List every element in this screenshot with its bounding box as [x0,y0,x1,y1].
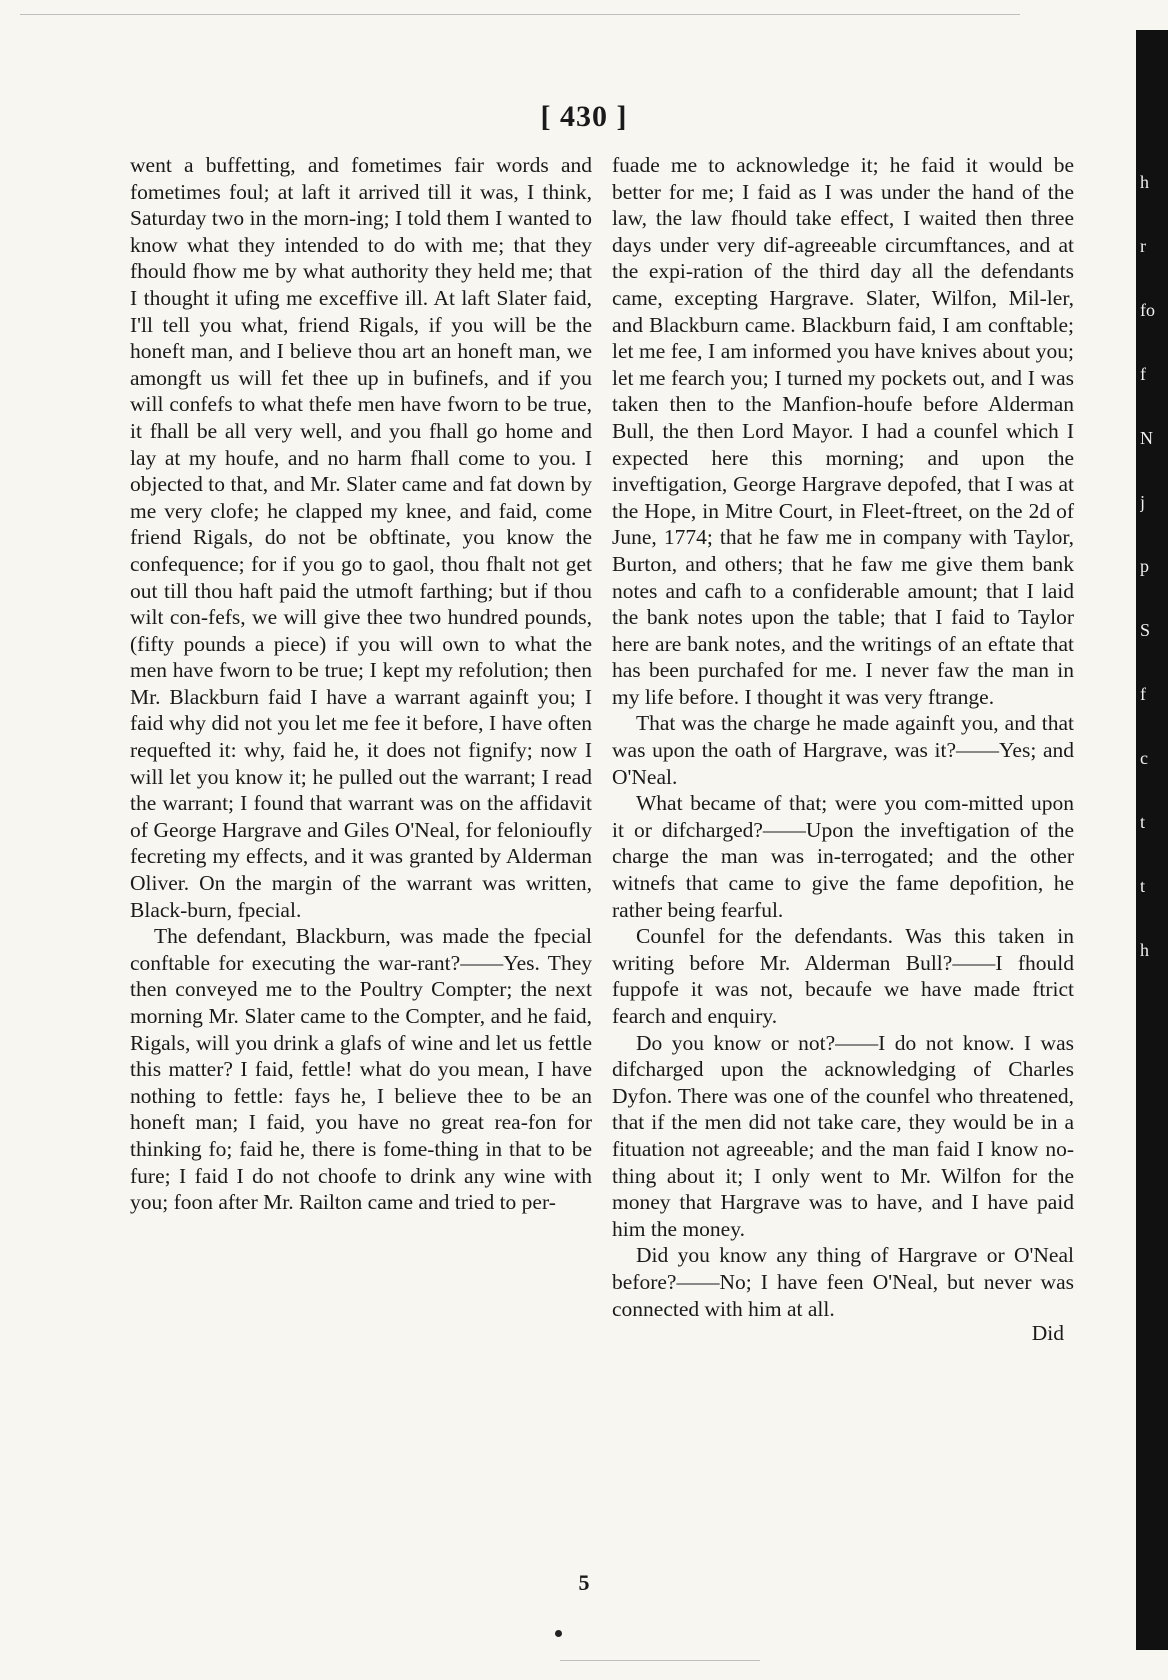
edge-fragment: r [1140,236,1146,256]
edge-fragment: p [1140,556,1149,576]
edge-fragment: j [1140,492,1146,512]
edge-fragment: c [1140,748,1148,768]
adjacent-page-fragments [1140,150,1168,982]
edge-fragment: f [1140,684,1146,704]
paragraph: Counfel for the defendants. Was this taken in writing before Mr. Alderman Bull?——I fhould fuppofe it was not, becaufe we have made ftrict fearch and enquiry. [612,924,1074,1028]
page-number-header: [ 430 ] [540,100,628,133]
paragraph: That was the charge he made againft you, and that was upon the oath of Hargrave, was it?——Yes; and O'Neal. [612,711,1074,789]
edge-fragment: fo [1140,300,1155,320]
paragraph: What became of that; were you com-mitted upon it or difcharged?——Upon the inveftigation of the charge the man was in-terrogated; and the other witnefs that came to give the fame depofition, he rather being fearful. [612,791,1074,922]
ink-dot [555,1630,562,1637]
paragraph: Do you know or not?——I do not know. I was difcharged upon the acknowledging of Charles Dyfon. There was one of the counfel who threatened, that if the men did not take care, they would be in a fituation not agreeable; and the man faid I know no-thing about it; I only went to Mr. Wilfon for the money that Hargrave was to have, and I have paid him the money. [612,1030,1074,1241]
paragraph: went a buffetting, and fometimes fair words and fometimes foul; at laft it arrived till it was, I think, Saturday two in the morn-ing; I told them I wanted to know what they intended to do with me; that they fhould fhow me by what authority they held me; that I thought it ufing me exceffive ill. At laft Slater faid, I'll tell you what, friend Rigals, if you will be the honeft man, and I believe thou art an honeft man, we amongft us will fet thee up in bufinefs, and if you will confefs to what thefe men have fworn to be true, it fhall be all very well, and you fhall go home and lay at my houfe, and no harm fhall come to you. I objected to that, and Mr. Slater came and fat down by me very clofe; he clapped my knee, and faid, come friend Rigals, do not be obftinate, you know the confequence; for if you go to gaol, thou fhalt not get out till thou haft paid the utmoft farthing; but if thou wilt con-fefs, we will give thee two hundred pounds, (fifty pounds a piece) if you will own to what the men have fworn to be true; I kept my refolution; then Mr. Blackburn faid I have a warrant againft you; I faid why did not you let me fee it before, I have often requefted it: why, faid he, it does not fignify; now I will let you know it; he pulled out the warrant; I read the warrant; I found that warrant was on the affidavit of George Hargrave and Giles O'Neal, for felonioufly fecreting my effects, and it was granted by Alderman Oliver. On the margin of the warrant was written, Black-burn, fpecial. [130,153,592,922]
right-column [612,152,1074,1347]
paragraph: Did you know any thing of Hargrave or O'Neal before?——No; I have feen O'Neal, but never was connected with him at all. [612,1243,1074,1321]
paragraph: fuade me to acknowledge it; he faid it would be better for me; I faid as I was under the hand of the law, the law fhould take effect, I waited then three days under very dif-agreeable circumftances, and at the expi-ration of the third day all the defendants came, excepting Hargrave. Slater, Wilfon, Mil-ler, and Blackburn came. Blackburn faid, I am conftable; let me fee, I am informed you have knives about you; let me fearch you; I turned my pockets out, and I was taken then to the Manfion-houfe before Alderman Bull, the then Lord Mayor. I had a counfel which I expected here this morning; and upon the inveftigation, George Hargrave depofed, that I was at the Hope, in Mitre Court, in Fleet-ftreet, on the 2d of June, 1774; that he faw me in company with Taylor, Burton, and others; that he faw me give them bank notes and cafh to a confiderable amount; that I laid the bank notes upon the table; that I faid to Taylor here are bank notes, and the writings of an eftate that has been purchafed for me. I never faw the man in my life before. I thought it was very ftrange. [612,153,1074,709]
edge-fragment: h [1140,172,1149,192]
catchword: Did [1031,1321,1064,1346]
edge-fragment: f [1140,364,1146,384]
edge-fragment: h [1140,940,1149,960]
paragraph: The defendant, Blackburn, was made the fpecial conftable for executing the war-rant?——Yes. They then conveyed me to the Poultry Compter; the next morning Mr. Slater came to the Compter, and he faid, Rigals, will you drink a glafs of wine and let us fettle this matter? I faid, fettle! what do you mean, I have nothing to fettle: fays he, I believe thee to be an honeft man; I faid, you have no great rea-fon for thinking fo; faid he, there is fome-thing in that to be fure; I faid I do not choofe to drink any wine with you; foon after Mr. Railton came and tried to per- [130,924,592,1215]
left-column [130,152,592,1216]
scan-noise [560,1660,760,1661]
edge-fragment: t [1140,876,1146,896]
edge-fragment: N [1140,428,1153,448]
signature-mark: 5 [578,1570,590,1595]
edge-fragment: S [1140,620,1151,640]
scan-noise [20,14,1020,15]
edge-fragment: t [1140,812,1146,832]
